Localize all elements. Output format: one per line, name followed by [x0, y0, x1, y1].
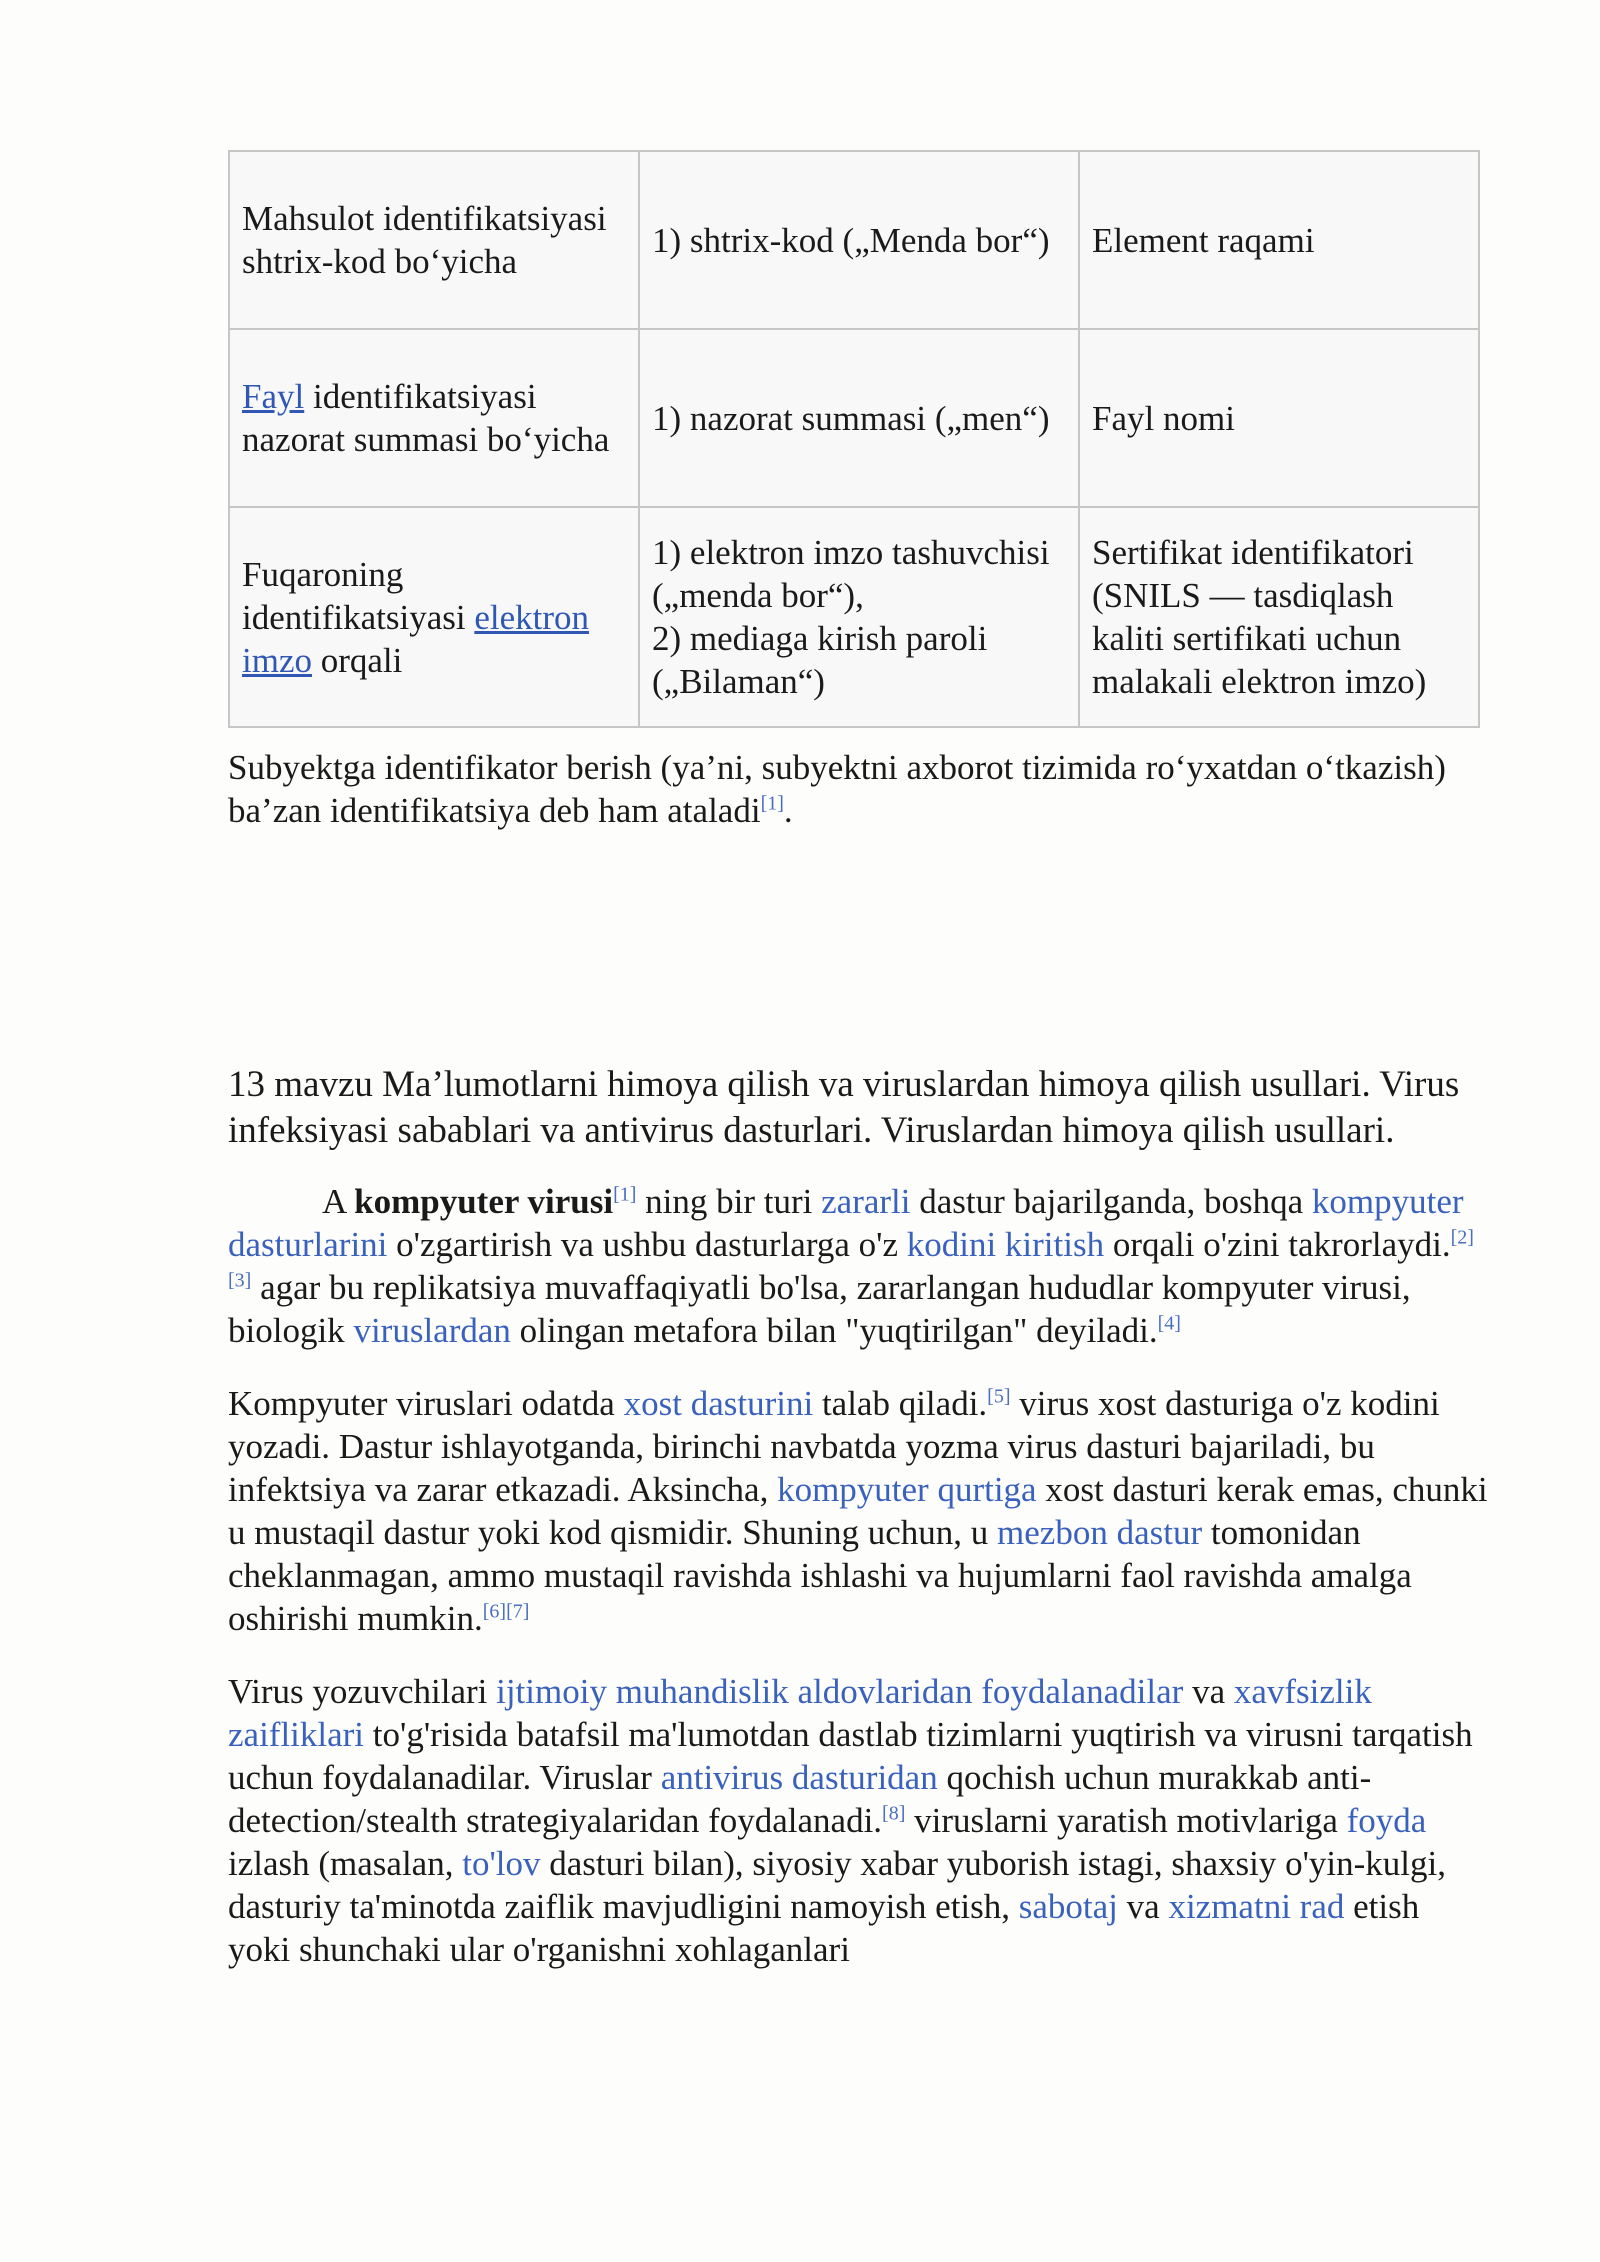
paragraph-3: Virus yozuvchilari ijtimoiy muhandislik aldovlaridan foydalanadilar va xavfsizlik zaifliklari to'g'risida batafsil ma'lumotdan dastlab tizimlarni yuqtirish va virusni tarqatish uchun foydalanadilar. Viruslar antivirus dasturidan qochish uchun murakkab anti-detection/stealth strategiyalaridan foydalanadi.[8] viruslarni yaratish motivlariga foyda izlash (masalan, to'lov dasturi bilan), siyosiy xabar yuborish istagi, shaxsiy o'yin-kulgi, dasturiy ta'minotda zaiflik mavjudligini namoyish etish, sabotaj va xizmatni rad etish yoki shunchaki ular o'rganishni xohlaganlari	[228, 1672, 1473, 1969]
table-cell: Fayl nomi	[1079, 329, 1479, 507]
sabotaj-link[interactable]: sabotaj	[1018, 1887, 1118, 1926]
xost-dasturini-link[interactable]: xost dasturini	[623, 1384, 814, 1423]
top-section	[228, 150, 1478, 832]
table-cell: Fayl identifikatsiyasi nazorat summasi bo‘yicha	[229, 329, 639, 507]
table-cell: Fuqaroning identifikatsiyasi elektron imzo orqali	[229, 507, 639, 727]
table-cell: 1) elektron imzo tashuvchisi („menda bor“), 2) mediaga kirish paroli („Bilaman“)	[639, 507, 1079, 727]
viruslardan-link[interactable]: viruslardan	[353, 1311, 511, 1350]
kompyuter-dasturlarini-link[interactable]: kompyuter dasturlarini	[228, 1182, 1464, 1264]
reference-link[interactable]: [6][7]	[482, 1600, 530, 1623]
mezbon-dastur-link[interactable]: mezbon dastur	[997, 1513, 1203, 1552]
table-cell: Sertifikat identifikatori (SNILS — tasdiqlash kaliti sertifikati uchun malakali elektron imzo)	[1079, 507, 1479, 727]
table-cell: 1) nazorat summasi („men“)	[639, 329, 1079, 507]
xavfsizlik-zaifliklari-link[interactable]: xavfsizlik zaifliklari	[228, 1672, 1372, 1754]
foyda-link[interactable]: foyda	[1346, 1801, 1427, 1840]
kodini-kiritish-link[interactable]: kodini kiritish	[906, 1225, 1105, 1264]
reference-link[interactable]: [2][3]	[228, 1226, 1474, 1292]
fayl-link[interactable]: Fayl	[242, 377, 305, 416]
zararli-link[interactable]: zararli	[821, 1182, 911, 1221]
after-table-paragraph: Subyektga identifikator berish (ya’ni, subyektni axborot tizimida ro‘yxatdan o‘tkazish) ba’zan identifikatsiya deb ham ataladi[1].	[228, 748, 1446, 830]
table-row	[229, 329, 1479, 507]
table-row	[229, 507, 1479, 727]
topic-heading: 13 mavzu Ma’lumotlarni himoya qilish va viruslardan himoya qilish usullari. Virus infeksiyasi sabablari va antivirus dasturlari. Viruslardan himoya qilish usullari.	[228, 1064, 1460, 1151]
reference-link[interactable]: [1]	[760, 792, 784, 815]
xizmatni-rad-link[interactable]: xizmatni rad	[1168, 1887, 1345, 1926]
reference-link[interactable]: [1]	[613, 1183, 637, 1206]
tolov-link[interactable]: to'lov	[462, 1844, 541, 1883]
article-body	[228, 1180, 1488, 1971]
paragraph-1: A kompyuter virusi[1] ning bir turi zararli dastur bajarilganda, boshqa kompyuter dasturlarini o'zgartirish va ushbu dasturlarga o'z kodini kiritish orqali o'zini takrorlaydi.[2][3] agar bu replikatsiya muvaffaqiyatli bo'lsa, zararlangan hududlar kompyuter virusi, biologik viruslardan olingan metafora bilan "yuqtirilgan" deyiladi.[4]	[228, 1182, 1474, 1350]
elektron-imzo-link[interactable]: elektron imzo	[242, 597, 590, 680]
table-row	[229, 151, 1479, 329]
paragraph-2: Kompyuter viruslari odatda xost dasturini talab qiladi.[5] virus xost dasturiga o'z kodini yozadi. Dastur ishlayotganda, birinchi navbatda yozma virus dasturi bajariladi, bu infektsiya va zarar etkazadi. Aksincha, kompyuter qurtiga xost dasturi kerak emas, chunki u mustaqil dastur yoki kod qismidir. Shuning uchun, u mezbon dastur tomonidan cheklanmagan, ammo mustaqil ravishda ishlashi va hujumlarni faol ravishda amalga oshirishi mumkin.[6][7]	[228, 1384, 1488, 1638]
reference-link[interactable]: [4]	[1157, 1312, 1181, 1335]
ijtimoiy-muhandislik-link[interactable]: ijtimoiy muhandislik aldovlaridan foydalanadilar	[496, 1672, 1184, 1711]
table-cell: 1) shtrix-kod („Menda bor“)	[639, 151, 1079, 329]
antivirus-dasturidan-link[interactable]: antivirus dasturidan	[660, 1758, 938, 1797]
reference-link[interactable]: [5]	[987, 1385, 1011, 1408]
reference-link[interactable]: [8]	[882, 1802, 906, 1825]
term-bold: kompyuter virusi	[354, 1182, 614, 1221]
table-cell: Mahsulot identifikatsiyasi shtrix-kod bo‘yicha	[229, 151, 639, 329]
identification-table	[228, 150, 1480, 728]
table-cell: Element raqami	[1079, 151, 1479, 329]
kompyuter-qurtiga-link[interactable]: kompyuter qurtiga	[777, 1470, 1037, 1509]
